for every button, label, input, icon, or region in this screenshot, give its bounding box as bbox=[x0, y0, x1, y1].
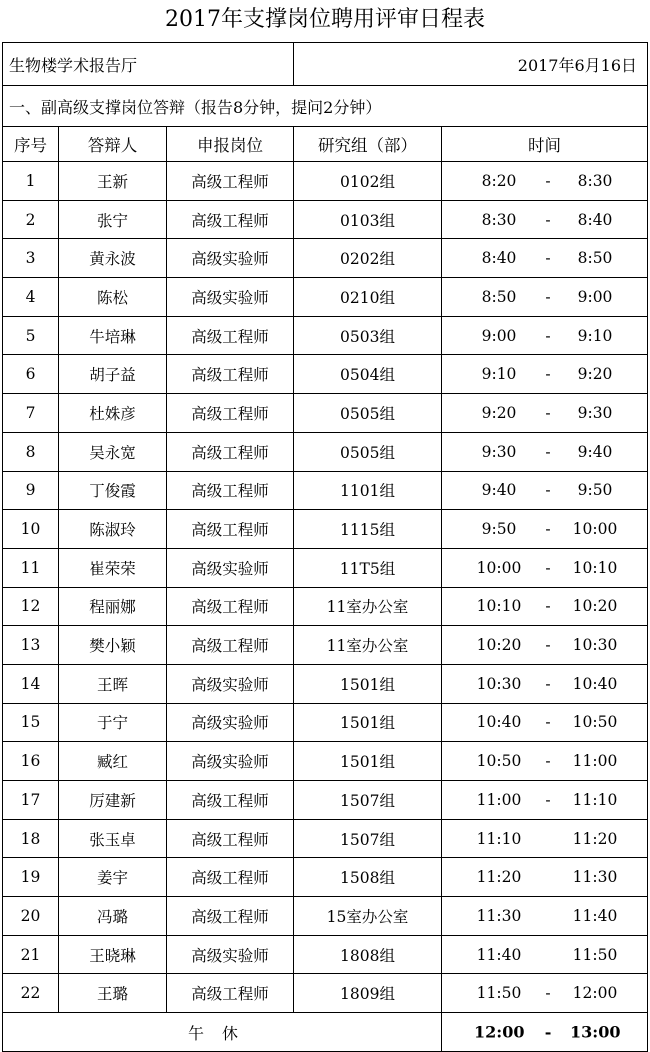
time-start: 9:40 bbox=[481, 481, 517, 500]
row-no: 8 bbox=[3, 432, 59, 471]
time-start: 11:20 bbox=[476, 868, 522, 887]
row-no: 7 bbox=[3, 394, 59, 433]
row-name: 黄永波 bbox=[59, 239, 167, 278]
table-row bbox=[3, 200, 648, 239]
row-group: 11室办公室 bbox=[294, 587, 442, 626]
time-end: 10:20 bbox=[572, 597, 618, 616]
row-post: 高级工程师 bbox=[167, 316, 294, 355]
time-dash: - bbox=[545, 326, 551, 345]
row-no: 1 bbox=[3, 162, 59, 201]
time-start: 9:00 bbox=[481, 326, 517, 345]
time-dash: - bbox=[545, 674, 551, 693]
row-no: 16 bbox=[3, 742, 59, 781]
row-name: 牛培琳 bbox=[59, 316, 167, 355]
row-post: 高级工程师 bbox=[167, 471, 294, 510]
table-row bbox=[3, 355, 648, 394]
time-start: 9:30 bbox=[481, 442, 517, 461]
table-row bbox=[3, 394, 648, 433]
table-row bbox=[3, 703, 648, 742]
time-dash: - bbox=[545, 171, 551, 190]
row-time bbox=[442, 935, 648, 974]
table-row bbox=[3, 858, 648, 897]
row-no: 3 bbox=[3, 239, 59, 278]
time-end: 11:10 bbox=[572, 790, 618, 809]
row-no: 10 bbox=[3, 510, 59, 549]
time-start: 11:10 bbox=[476, 829, 522, 848]
row-no: 20 bbox=[3, 897, 59, 936]
time-dash: - bbox=[545, 713, 551, 732]
time-start: 9:20 bbox=[481, 403, 517, 422]
row-group: 1507组 bbox=[294, 781, 442, 820]
time-start: 10:40 bbox=[476, 713, 522, 732]
table-row bbox=[3, 935, 648, 974]
row-post: 高级工程师 bbox=[167, 162, 294, 201]
time-end: 11:30 bbox=[572, 868, 618, 887]
row-post: 高级工程师 bbox=[167, 355, 294, 394]
row-no: 5 bbox=[3, 316, 59, 355]
row-time bbox=[442, 587, 648, 626]
time-dash: - bbox=[545, 752, 551, 771]
row-group: 1501组 bbox=[294, 664, 442, 703]
col-header-group: 研究组（部） bbox=[294, 127, 442, 162]
row-time bbox=[442, 781, 648, 820]
row-group: 11室办公室 bbox=[294, 626, 442, 665]
row-no: 21 bbox=[3, 935, 59, 974]
row-name: 陈松 bbox=[59, 278, 167, 317]
col-header-no: 序号 bbox=[3, 127, 59, 162]
row-time bbox=[442, 316, 648, 355]
table-row bbox=[3, 897, 648, 936]
row-name: 程丽娜 bbox=[59, 587, 167, 626]
row-group: 1808组 bbox=[294, 935, 442, 974]
row-no: 19 bbox=[3, 858, 59, 897]
schedule-table bbox=[2, 42, 648, 1052]
time-end: 8:50 bbox=[577, 249, 613, 268]
section-title: 一、副高级支撑岗位答辩（报告8分钟，提问2分钟） bbox=[3, 86, 648, 127]
row-group: 0202组 bbox=[294, 239, 442, 278]
time-start: 8:50 bbox=[481, 287, 517, 306]
time-end: 13:00 bbox=[570, 1022, 621, 1042]
time-start: 10:10 bbox=[476, 597, 522, 616]
time-end: 10:40 bbox=[572, 674, 618, 693]
row-group: 1101组 bbox=[294, 471, 442, 510]
row-group: 0503组 bbox=[294, 316, 442, 355]
row-name: 陈淑玲 bbox=[59, 510, 167, 549]
row-name: 张宁 bbox=[59, 200, 167, 239]
row-time bbox=[442, 742, 648, 781]
row-post: 高级实验师 bbox=[167, 935, 294, 974]
row-post: 高级工程师 bbox=[167, 626, 294, 665]
table-row bbox=[3, 162, 648, 201]
time-start: 8:30 bbox=[481, 210, 517, 229]
row-group: 11T5组 bbox=[294, 548, 442, 587]
time-end: 9:40 bbox=[577, 442, 613, 461]
row-name: 臧红 bbox=[59, 742, 167, 781]
table-row bbox=[3, 742, 648, 781]
row-no: 22 bbox=[3, 974, 59, 1013]
row-name: 冯璐 bbox=[59, 897, 167, 936]
table-row bbox=[3, 432, 648, 471]
row-post: 高级工程师 bbox=[167, 432, 294, 471]
row-name: 王新 bbox=[59, 162, 167, 201]
time-end: 9:20 bbox=[577, 365, 613, 384]
time-start: 9:50 bbox=[481, 520, 517, 539]
time-start: 11:30 bbox=[476, 906, 522, 925]
column-header-row bbox=[3, 127, 648, 162]
col-header-post: 申报岗位 bbox=[167, 127, 294, 162]
venue-cell: 生物楼学术报告厅 bbox=[3, 43, 294, 86]
time-end: 11:20 bbox=[572, 829, 618, 848]
row-time bbox=[442, 471, 648, 510]
page-title: 2017年支撑岗位聘用评审日程表 bbox=[165, 7, 485, 32]
row-post: 高级工程师 bbox=[167, 819, 294, 858]
row-post: 高级实验师 bbox=[167, 278, 294, 317]
row-group: 1508组 bbox=[294, 858, 442, 897]
lunch-row bbox=[3, 1013, 648, 1052]
row-name: 于宁 bbox=[59, 703, 167, 742]
time-start: 10:50 bbox=[476, 752, 522, 771]
row-time bbox=[442, 819, 648, 858]
row-no: 2 bbox=[3, 200, 59, 239]
row-post: 高级工程师 bbox=[167, 200, 294, 239]
time-end: 11:00 bbox=[572, 752, 618, 771]
time-dash: - bbox=[544, 1022, 552, 1042]
time-end: 10:00 bbox=[572, 520, 618, 539]
row-no: 17 bbox=[3, 781, 59, 820]
table-row bbox=[3, 510, 648, 549]
row-post: 高级实验师 bbox=[167, 239, 294, 278]
row-time bbox=[442, 510, 648, 549]
time-start: 11:00 bbox=[476, 790, 522, 809]
time-start: 10:00 bbox=[476, 558, 522, 577]
row-post: 高级实验师 bbox=[167, 664, 294, 703]
row-no: 12 bbox=[3, 587, 59, 626]
time-end: 9:00 bbox=[577, 287, 613, 306]
table-row bbox=[3, 316, 648, 355]
row-time bbox=[442, 703, 648, 742]
row-name: 崔荣荣 bbox=[59, 548, 167, 587]
row-time bbox=[442, 239, 648, 278]
table-row bbox=[3, 974, 648, 1013]
time-dash: - bbox=[545, 790, 551, 809]
table-row bbox=[3, 587, 648, 626]
table-row bbox=[3, 548, 648, 587]
row-group: 1507组 bbox=[294, 819, 442, 858]
table-row bbox=[3, 278, 648, 317]
row-post: 高级工程师 bbox=[167, 781, 294, 820]
row-time bbox=[442, 278, 648, 317]
time-end: 10:10 bbox=[572, 558, 618, 577]
row-group: 1501组 bbox=[294, 703, 442, 742]
row-name: 王晓琳 bbox=[59, 935, 167, 974]
row-time bbox=[442, 897, 648, 936]
table-row bbox=[3, 239, 648, 278]
row-time bbox=[442, 200, 648, 239]
row-no: 13 bbox=[3, 626, 59, 665]
row-name: 樊小颖 bbox=[59, 626, 167, 665]
time-dash: - bbox=[545, 558, 551, 577]
time-dash: - bbox=[545, 249, 551, 268]
row-time bbox=[442, 858, 648, 897]
row-no: 15 bbox=[3, 703, 59, 742]
row-post: 高级工程师 bbox=[167, 587, 294, 626]
table-row bbox=[3, 626, 648, 665]
time-end: 12:00 bbox=[572, 984, 618, 1003]
time-start: 10:20 bbox=[476, 636, 522, 655]
lunch-time bbox=[442, 1013, 648, 1052]
row-post: 高级实验师 bbox=[167, 548, 294, 587]
time-end: 10:50 bbox=[572, 713, 618, 732]
row-post: 高级实验师 bbox=[167, 703, 294, 742]
row-no: 4 bbox=[3, 278, 59, 317]
table-row bbox=[3, 819, 648, 858]
time-start: 10:30 bbox=[476, 674, 522, 693]
row-time bbox=[442, 626, 648, 665]
date-cell: 2017年6月16日 bbox=[294, 43, 648, 86]
time-dash: - bbox=[545, 210, 551, 229]
time-end: 9:10 bbox=[577, 326, 613, 345]
table-row bbox=[3, 781, 648, 820]
time-start: 8:40 bbox=[481, 249, 517, 268]
time-dash: - bbox=[545, 984, 551, 1003]
section-row bbox=[3, 86, 648, 127]
row-name: 王璐 bbox=[59, 974, 167, 1013]
time-end: 8:30 bbox=[577, 171, 613, 190]
row-group: 1501组 bbox=[294, 742, 442, 781]
row-post: 高级工程师 bbox=[167, 858, 294, 897]
lunch-label: 午休 bbox=[3, 1013, 442, 1052]
row-group: 0103组 bbox=[294, 200, 442, 239]
row-time bbox=[442, 974, 648, 1013]
row-group: 1809组 bbox=[294, 974, 442, 1013]
row-post: 高级工程师 bbox=[167, 510, 294, 549]
venue-row bbox=[3, 43, 648, 86]
time-start: 12:00 bbox=[474, 1022, 525, 1042]
row-time bbox=[442, 162, 648, 201]
row-post: 高级工程师 bbox=[167, 394, 294, 433]
time-end: 9:30 bbox=[577, 403, 613, 422]
row-name: 吴永宽 bbox=[59, 432, 167, 471]
time-dash: - bbox=[545, 597, 551, 616]
time-end: 11:50 bbox=[572, 945, 618, 964]
row-group: 0504组 bbox=[294, 355, 442, 394]
time-end: 10:30 bbox=[572, 636, 618, 655]
row-no: 18 bbox=[3, 819, 59, 858]
row-time bbox=[442, 394, 648, 433]
row-name: 胡子益 bbox=[59, 355, 167, 394]
row-group: 0102组 bbox=[294, 162, 442, 201]
time-dash: - bbox=[545, 442, 551, 461]
time-dash: - bbox=[545, 403, 551, 422]
row-post: 高级工程师 bbox=[167, 897, 294, 936]
col-header-name: 答辩人 bbox=[59, 127, 167, 162]
row-group: 1115组 bbox=[294, 510, 442, 549]
time-dash: - bbox=[545, 365, 551, 384]
row-name: 丁俊霞 bbox=[59, 471, 167, 510]
col-header-time: 时间 bbox=[442, 127, 648, 162]
time-dash: - bbox=[545, 287, 551, 306]
row-time bbox=[442, 664, 648, 703]
row-group: 0210组 bbox=[294, 278, 442, 317]
time-start: 9:10 bbox=[481, 365, 517, 384]
table-row bbox=[3, 471, 648, 510]
time-end: 8:40 bbox=[577, 210, 613, 229]
row-group: 0505组 bbox=[294, 394, 442, 433]
time-start: 11:50 bbox=[476, 984, 522, 1003]
row-time bbox=[442, 432, 648, 471]
row-name: 姜宇 bbox=[59, 858, 167, 897]
row-no: 11 bbox=[3, 548, 59, 587]
row-name: 杜姝彦 bbox=[59, 394, 167, 433]
row-group: 0505组 bbox=[294, 432, 442, 471]
row-name: 张玉卓 bbox=[59, 819, 167, 858]
row-post: 高级工程师 bbox=[167, 974, 294, 1013]
time-end: 11:40 bbox=[572, 906, 618, 925]
time-end: 9:50 bbox=[577, 481, 613, 500]
time-dash: - bbox=[545, 481, 551, 500]
row-name: 王晖 bbox=[59, 664, 167, 703]
row-name: 厉建新 bbox=[59, 781, 167, 820]
time-dash: - bbox=[545, 520, 551, 539]
row-post: 高级实验师 bbox=[167, 742, 294, 781]
row-no: 9 bbox=[3, 471, 59, 510]
time-start: 11:40 bbox=[476, 945, 522, 964]
row-time bbox=[442, 355, 648, 394]
time-dash: - bbox=[545, 636, 551, 655]
row-no: 14 bbox=[3, 664, 59, 703]
row-group: 15室办公室 bbox=[294, 897, 442, 936]
row-no: 6 bbox=[3, 355, 59, 394]
table-row bbox=[3, 664, 648, 703]
time-start: 8:20 bbox=[481, 171, 517, 190]
row-time bbox=[442, 548, 648, 587]
